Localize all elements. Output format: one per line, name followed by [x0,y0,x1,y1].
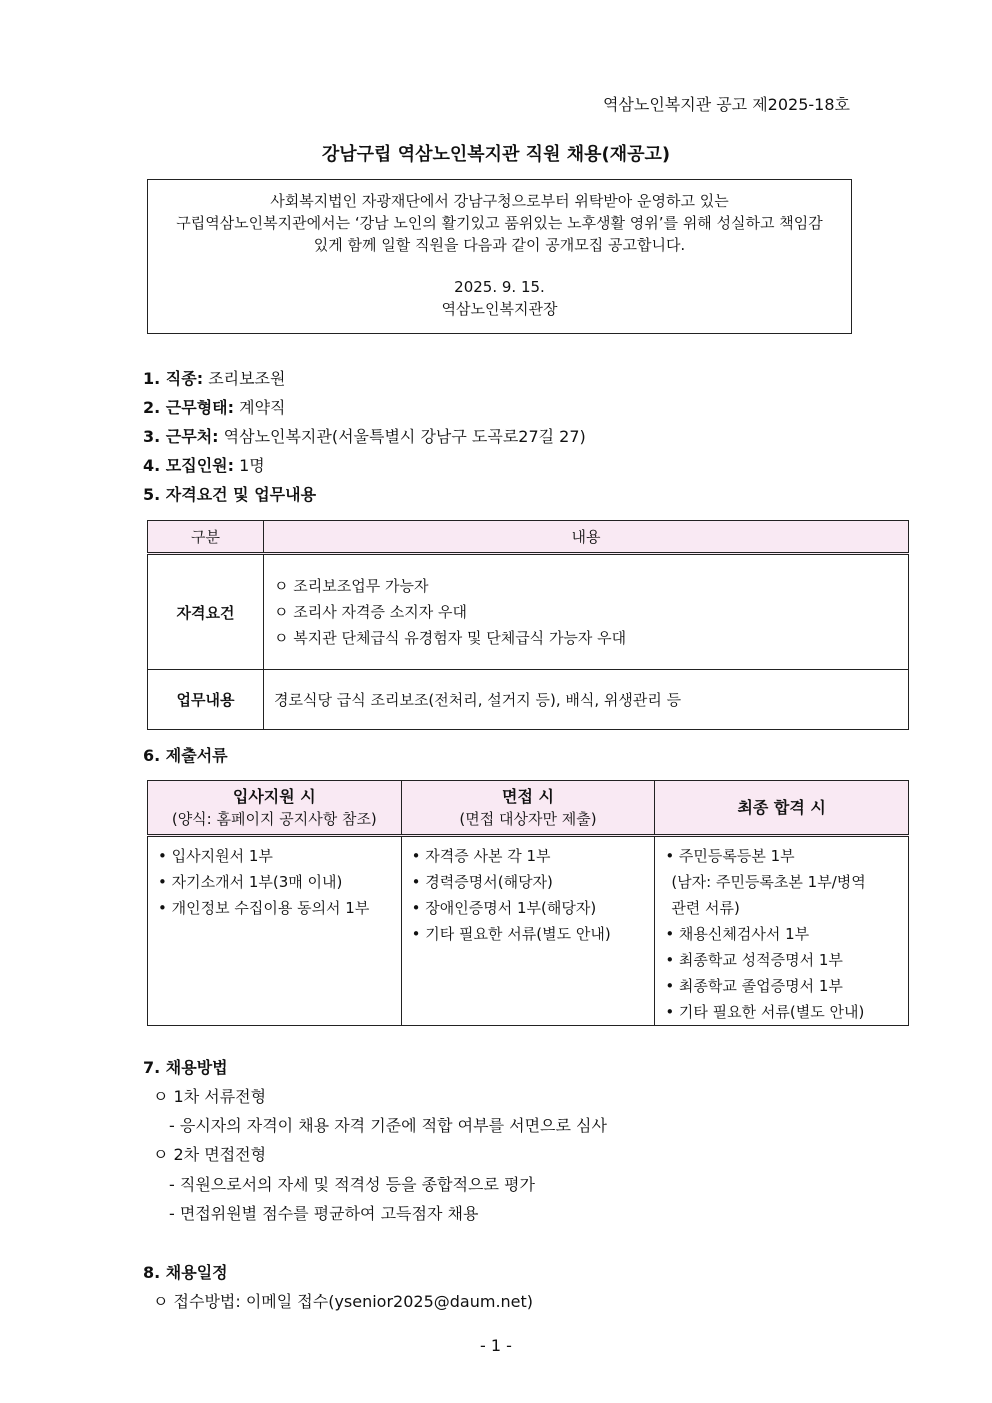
intro-line: 구립역삼노인복지관에서는 ‘강남 노인의 활기있고 품위있는 노후생활 영위’를 위해 성실하고 책임감 [176,214,823,232]
section-title: 1. 직종: [143,369,204,388]
notice-number: 역삼노인복지관 공고 제2025-18호 [602,95,850,114]
list-item: • 자기소개서 1부(3매 이내) [158,873,343,891]
intro-line: 있게 함께 일할 직원을 다음과 같이 공개모집 공고합니다. [313,236,686,254]
method-step1-desc: - 응시자의 자격이 채용 자격 기준에 적합 여부를 서면으로 심사 [169,1116,607,1135]
list-item: • 개인정보 수집이용 동의서 1부 [158,899,370,917]
table-header-row [148,781,909,836]
section-value: 1명 [239,456,265,475]
section-job-type [143,366,285,389]
section-title: 6. 제출서류 [143,746,228,765]
section-schedule [143,1260,228,1283]
qualification-table [147,520,909,730]
list-item: • 기타 필요한 서류(별도 안내) [665,1003,865,1021]
section-method [143,1055,228,1078]
method-step2: ㅇ 2차 면접전형 [153,1145,267,1164]
section-headcount [143,453,265,476]
table-header-row [148,521,909,554]
header-title: 면접 시 [502,786,554,806]
list-item: • 장애인증명서 1부(해당자) [411,899,597,917]
table-row [148,836,909,1026]
section-value: 조리보조원 [208,369,286,388]
section-qualifications [143,482,316,505]
qualification-label: 자격요건 [148,554,264,670]
table-header-category: 구분 [148,521,264,554]
header-title: 입사지원 시 [232,786,316,806]
intro-box [147,179,852,334]
section-workplace [143,424,586,447]
list-item: ㅇ 조리사 자격증 소지자 우대 [274,603,467,621]
table-header-application [148,781,402,836]
list-item: • 주민등록등본 1부 [665,847,795,865]
table-row [148,670,909,730]
intro-date: 2025. 9. 15. [454,278,545,296]
section-title: 8. 채용일정 [143,1263,228,1282]
document-title: 강남구립 역삼노인복지관 직원 채용(재공고) [321,144,671,165]
interview-docs [401,836,655,1026]
section-title: 2. 근무형태: [143,398,235,417]
list-item: • 자격증 사본 각 1부 [411,847,551,865]
section-employment-type [143,395,285,418]
list-item: • 경력증명서(해당자) [411,873,553,891]
section-title: 3. 근무처: [143,427,219,446]
list-item-continuation: (남자: 주민등록초본 1부/병역 [671,873,866,891]
header-subtitle: (양식: 홈페이지 공지사항 참조) [171,809,377,828]
list-item: • 입사지원서 1부 [158,847,273,865]
application-docs [148,836,402,1026]
list-item: • 최종학교 성적증명서 1부 [665,951,843,969]
section-value: 계약직 [239,398,286,417]
intro-line: 사회복지법인 자광재단에서 강남구청으로부터 위탁받아 운영하고 있는 [270,192,729,210]
method-step1: ㅇ 1차 서류전형 [153,1087,267,1106]
duty-label: 업무내용 [148,670,264,730]
qualification-content [264,554,909,670]
section-title: 4. 모집인원: [143,456,235,475]
section-title: 7. 채용방법 [143,1058,228,1077]
method-step2-desc: - 면접위원별 점수를 평균하여 고득점자 채용 [169,1204,479,1223]
list-item: • 채용신체검사서 1부 [665,925,810,943]
table-header-interview [401,781,655,836]
duty-content: 경로식당 급식 조리보조(전처리, 설거지 등), 배식, 위생관리 등 [264,670,909,730]
section-value: 역삼노인복지관(서울특별시 강남구 도곡로27길 27) [223,427,586,446]
table-header-final [655,781,909,836]
page-number: - 1 - [480,1336,512,1355]
list-item: • 최종학교 졸업증명서 1부 [665,977,843,995]
list-item: ㅇ 복지관 단체급식 유경험자 및 단체급식 가능자 우대 [274,629,627,647]
table-row [148,554,909,670]
section-title: 5. 자격요건 및 업무내용 [143,485,317,504]
header-title: 최종 합격 시 [737,797,826,817]
list-item: • 기타 필요한 서류(별도 안내) [411,925,611,943]
list-item-continuation: 관련 서류) [671,899,740,917]
table-header-content: 내용 [264,521,909,554]
method-step2-desc: - 직원으로서의 자세 및 적격성 등을 종합적으로 평가 [169,1175,535,1194]
intro-signer: 역삼노인복지관장 [441,300,558,318]
section-documents [143,743,228,766]
final-docs [655,836,909,1026]
schedule-item: ㅇ 접수방법: 이메일 접수(ysenior2025@daum.net) [153,1292,534,1311]
documents-table [147,780,909,1026]
header-subtitle: (면접 대상자만 제출) [459,809,597,828]
list-item: ㅇ 조리보조업무 가능자 [274,577,429,595]
